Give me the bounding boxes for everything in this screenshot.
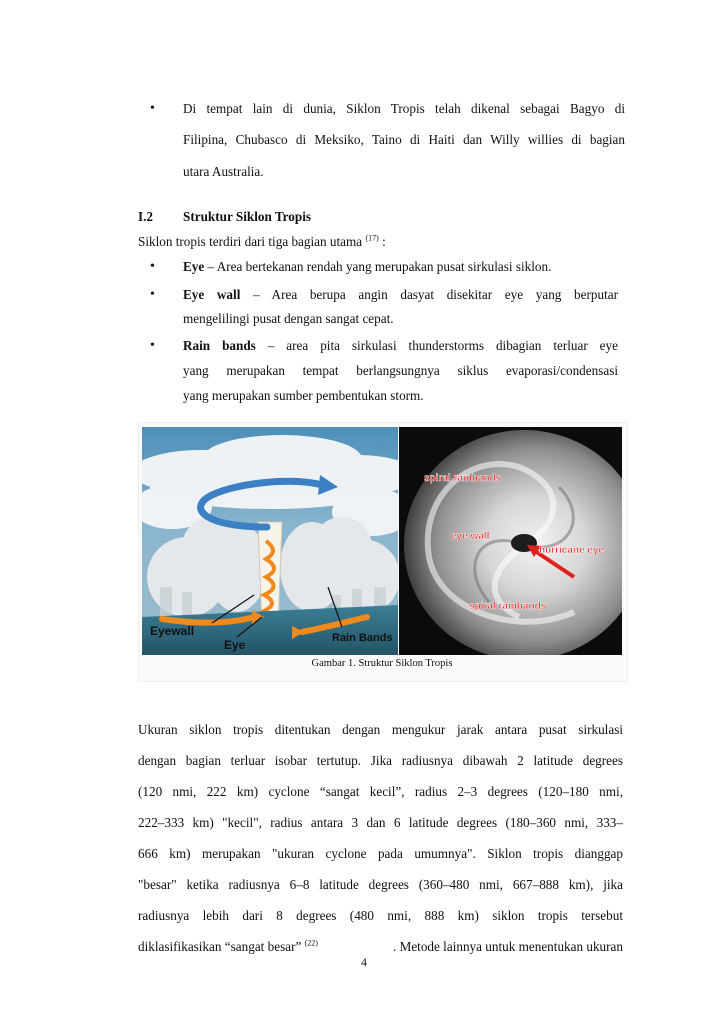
label-eye: Eye bbox=[224, 638, 246, 652]
structure-item-rain-bands bbox=[183, 337, 618, 354]
cross-section-svg bbox=[142, 427, 398, 655]
definition-rain-bands-line-3: yang merupakan sumber pembentukan storm. bbox=[183, 388, 424, 403]
paragraph-line-2: dengan bagian terluar isobar tertutup. Jika radiusnya dibawah 2 latitude degrees bbox=[138, 753, 623, 768]
section-number: I.2 bbox=[138, 209, 154, 224]
satellite-svg bbox=[399, 427, 622, 655]
paragraph-line-1: Ukuran siklon tropis ditentukan dengan mengukur jarak antara pusat sirkulasi bbox=[138, 722, 623, 737]
bullet-dot: • bbox=[150, 338, 155, 353]
section-intro-text: Siklon tropis terdiri dari tiga bagian utama bbox=[138, 234, 363, 249]
paragraph-line-5: 666 km) merupakan "ukuran cyclone pada umumnya". Siklon tropis dianggap bbox=[138, 846, 623, 861]
term-rain-bands: Rain bands bbox=[183, 338, 256, 353]
label-rain-bands: Rain Bands bbox=[332, 632, 393, 644]
definition-eye-wall-line-2: mengelilingi pusat dengan sangat cepat. bbox=[183, 311, 394, 326]
bullet-dot: • bbox=[150, 259, 155, 274]
paragraph-line-4: 222–333 km) "kecil", radius antara 3 dan 6 latitude degrees (180–360 nmi, 333– bbox=[138, 815, 623, 830]
citation-ref: (22) bbox=[304, 938, 318, 948]
paragraph-last-text: diklasifikasikan “sangat besar” bbox=[138, 939, 302, 954]
term-eye: Eye bbox=[183, 259, 205, 274]
label-spiral-rainbands-bottom: spiral rainbands bbox=[469, 601, 547, 612]
citation-ref: (17) bbox=[365, 233, 379, 243]
page-number: 4 bbox=[361, 955, 367, 969]
bullet-dot: • bbox=[150, 101, 155, 116]
bullet-top-line-2: Filipina, Chubasco di Meksiko, Taino di Haiti dan Willy willies di bagian bbox=[183, 132, 625, 147]
section-intro bbox=[138, 233, 386, 250]
hurricane-satellite-image bbox=[399, 427, 622, 655]
cyclone-cross-section-illustration bbox=[142, 427, 398, 655]
paragraph-line-8 bbox=[138, 938, 623, 955]
term-eye-wall: Eye wall bbox=[183, 287, 241, 302]
label-hurricane-eye: hurricane eye bbox=[539, 545, 605, 556]
definition-rain-bands: – area pita sirkulasi thunderstorms dibagian terluar eye bbox=[255, 338, 618, 353]
structure-item-eye-wall bbox=[183, 286, 618, 303]
structure-item-eye bbox=[183, 258, 551, 275]
definition-eye-wall: – Area berupa angin dasyat disekitar eye yang berputar bbox=[240, 287, 618, 302]
paragraph-line-7: radiusnya lebih dari 8 degrees (480 nmi, 888 km) siklon tropis tersebut bbox=[138, 908, 623, 923]
definition-rain-bands-line-2: yang merupakan tempat berlangsungnya siklus evaporasi/condensasi bbox=[183, 363, 618, 378]
paragraph-line-8-end: . Metode lainnya untuk menentukan ukuran bbox=[393, 939, 623, 954]
figure-caption: Gambar 1. Struktur Siklon Tropis bbox=[311, 658, 453, 669]
definition-eye: – Area bertekanan rendah yang merupakan pusat sirkulasi siklon. bbox=[204, 259, 552, 274]
bullet-dot: • bbox=[150, 287, 155, 302]
paragraph-line-6: "besar" ketika radiusnya 6–8 latitude degrees (360–480 nmi, 667–888 km), jika bbox=[138, 877, 623, 892]
label-spiral-rainbands-top: spiral rainbands bbox=[424, 473, 502, 484]
label-eye-wall: eye wall bbox=[451, 531, 490, 542]
paragraph-line-8-start bbox=[138, 938, 318, 955]
section-intro-end: : bbox=[382, 234, 386, 249]
paragraph-line-3: (120 nmi, 222 km) cyclone “sangat kecil”, radius 2–3 degrees (120–180 nmi, bbox=[138, 784, 623, 799]
label-eyewall: Eyewall bbox=[150, 624, 195, 638]
section-title: Struktur Siklon Tropis bbox=[183, 209, 312, 224]
bullet-top-line-1: Di tempat lain di dunia, Siklon Tropis telah dikenal sebagai Bagyo di bbox=[183, 101, 625, 116]
bullet-top-line-3: utara Australia. bbox=[183, 164, 264, 179]
